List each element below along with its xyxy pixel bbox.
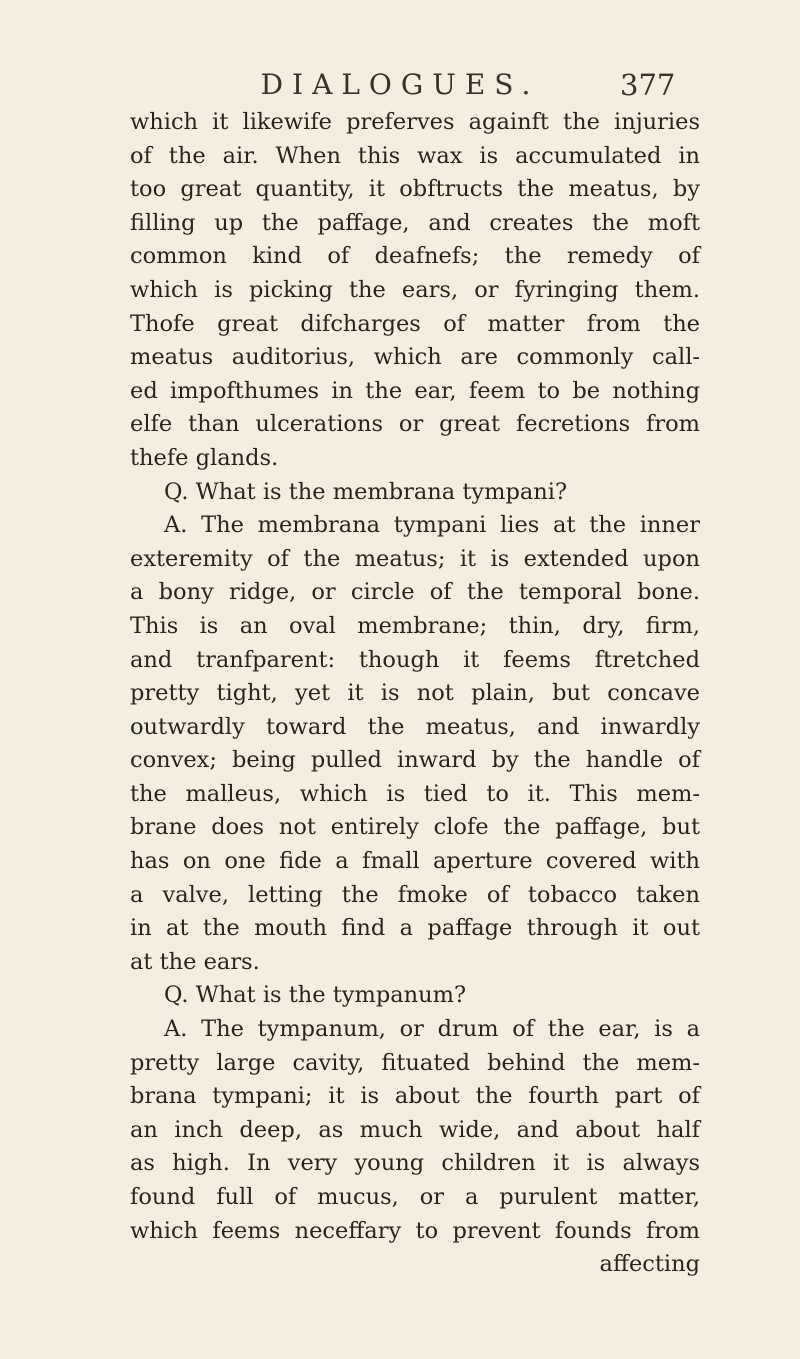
answer-line: A. The tympanum, or drum of the ear, is a: [164, 1016, 700, 1043]
body-text: [130, 106, 700, 1282]
text-line: has on one fide a fmall aperture covered with: [130, 848, 700, 875]
text-line: which is picking the ears, or fyringing them.: [130, 276, 700, 303]
answer-line: A. The membrana tympani lies at the inner: [164, 512, 700, 539]
text-line: a bony ridge, or circle of the temporal bone.: [130, 579, 700, 606]
text-line: the malleus, which is tied to it. This mem-: [130, 780, 700, 807]
page-number: 377: [620, 68, 676, 102]
text-line: common kind of deafnefs; the remedy of: [130, 243, 700, 270]
text-line: which feems neceffary to prevent founds from: [130, 1217, 700, 1244]
text-line: exteremity of the meatus; it is extended upon: [130, 545, 700, 572]
text-line: an inch deep, as much wide, and about half: [130, 1116, 700, 1143]
text-line: thefe glands.: [130, 444, 279, 471]
catchword: affecting: [599, 1251, 700, 1278]
text-line: found full of mucus, or a purulent matter,: [130, 1184, 700, 1210]
text-line: outwardly toward the meatus, and inwardly: [130, 713, 700, 740]
text-line: which it likewife preferves againft the injuries: [130, 109, 700, 135]
text-line: brana tympani; it is about the fourth part of: [130, 1083, 700, 1110]
text-line: elfe than ulcerations or great fecretions from: [130, 411, 700, 438]
text-line: convex; being pulled inward by the handle of: [130, 747, 700, 774]
text-line: Thofe great difcharges of matter from the: [130, 310, 700, 337]
question-line: Q. What is the membrana tympani?: [164, 478, 568, 505]
text-line: pretty large cavity, fituated behind the mem-: [130, 1049, 700, 1076]
text-line: of the air. When this wax is accumulated in: [130, 142, 700, 169]
text-line: pretty tight, yet it is not plain, but concave: [130, 680, 700, 707]
text-line: too great quantity, it obftructs the meatus, by: [130, 176, 700, 203]
text-line: ed impofthumes in the ear, feem to be nothing: [130, 377, 700, 404]
text-line: at the ears.: [130, 948, 260, 975]
text-line: meatus auditorius, which are commonly call-: [130, 344, 700, 371]
question-line: Q. What is the tympanum?: [164, 982, 467, 1009]
text-line: filling up the paffage, and creates the moft: [130, 209, 700, 236]
text-line: brane does not entirely clofe the paffage, but: [130, 814, 700, 841]
text-line: This is an oval membrane; thin, dry, firm,: [130, 612, 700, 639]
text-line: as high. In very young children it is always: [130, 1150, 700, 1177]
text-line: in at the mouth find a paffage through it out: [130, 915, 700, 942]
text-line: and tranfparent: though it feems ftretched: [130, 646, 700, 673]
running-head: DIALOGUES.: [260, 68, 540, 101]
text-line: a valve, letting the fmoke of tobacco taken: [130, 881, 700, 908]
